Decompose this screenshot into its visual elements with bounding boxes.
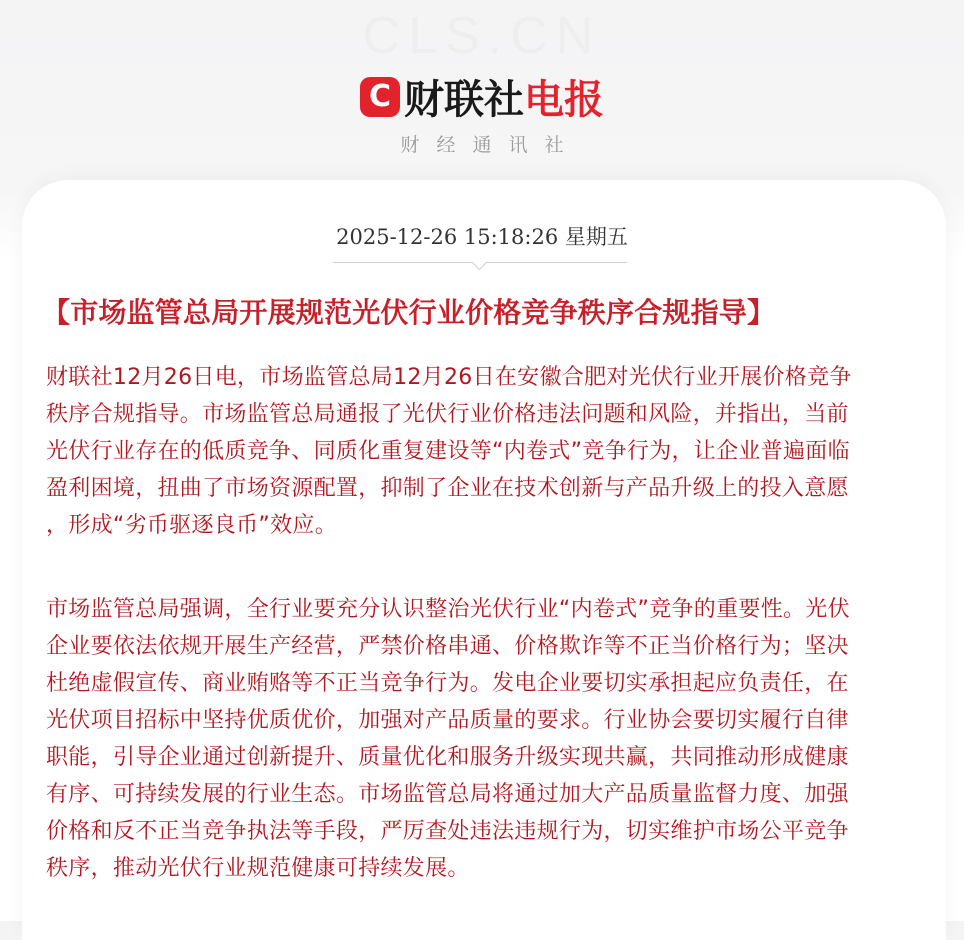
- paragraph-line: 财联社12月26日电，市场监管总局12月26日在安徽合肥对光伏行业开展价格竞争: [46, 365, 852, 390]
- brand-name: 财联社: [404, 77, 524, 123]
- paragraph-line: 企业要依法依规开展生产经营，严禁价格串通、价格欺诈等不正当价格行为；坚决: [46, 634, 849, 659]
- paragraph-line: 光伏项目招标中坚持优质优价，加强对产品质量的要求。行业协会要切实履行自律: [46, 708, 849, 733]
- brand-name-telegraph: 电报: [524, 77, 604, 123]
- brand-logo: [0, 68, 964, 125]
- article-paragraph-2: [46, 591, 922, 887]
- article-paragraph-1: [46, 359, 922, 544]
- article-datetime: 2025-12-26 15:18:26 星期五: [336, 225, 628, 249]
- paragraph-line: 秩序合规指导。市场监管总局通报了光伏行业价格违法问题和风险，并指出，当前: [46, 402, 849, 427]
- paragraph-line: 价格和反不正当竞争执法等手段，严厉查处违法违规行为，切实维护市场公平竞争: [46, 819, 849, 844]
- paragraph-line: 有序、可持续发展的行业生态。市场监管总局将通过加大产品质量监督力度、加强: [46, 782, 849, 807]
- paragraph-line: 杜绝虚假宣传、商业贿赂等不正当竞争行为。发电企业要切实承担起应负责任，在: [46, 671, 849, 696]
- paragraph-line: ，形成“劣币驱逐良币”效应。: [46, 513, 337, 538]
- paragraph-line: 市场监管总局强调，全行业要充分认识整治光伏行业“内卷式”竞争的重要性。光伏: [46, 597, 850, 622]
- paragraph-line: 盈利困境，扭曲了市场资源配置，抑制了企业在技术创新与产品升级上的投入意愿: [46, 476, 849, 501]
- paragraph-line: 秩序，推动光伏行业规范健康可持续发展。: [46, 856, 470, 881]
- article-headline: 【市场监管总局开展规范光伏行业价格竞争秩序合规指导】: [42, 296, 776, 329]
- paragraph-line: 光伏行业存在的低质竞争、同质化重复建设等“内卷式”竞争行为，让企业普遍面临: [46, 439, 850, 464]
- brand-subtitle: 财经通讯社: [400, 134, 581, 156]
- paragraph-line: 职能，引导企业通过创新提升、质量优化和服务升级实现共赢，共同推动形成健康: [46, 745, 849, 770]
- brand-c-icon: C: [360, 77, 400, 117]
- cls-watermark: CLS.CN: [362, 7, 602, 65]
